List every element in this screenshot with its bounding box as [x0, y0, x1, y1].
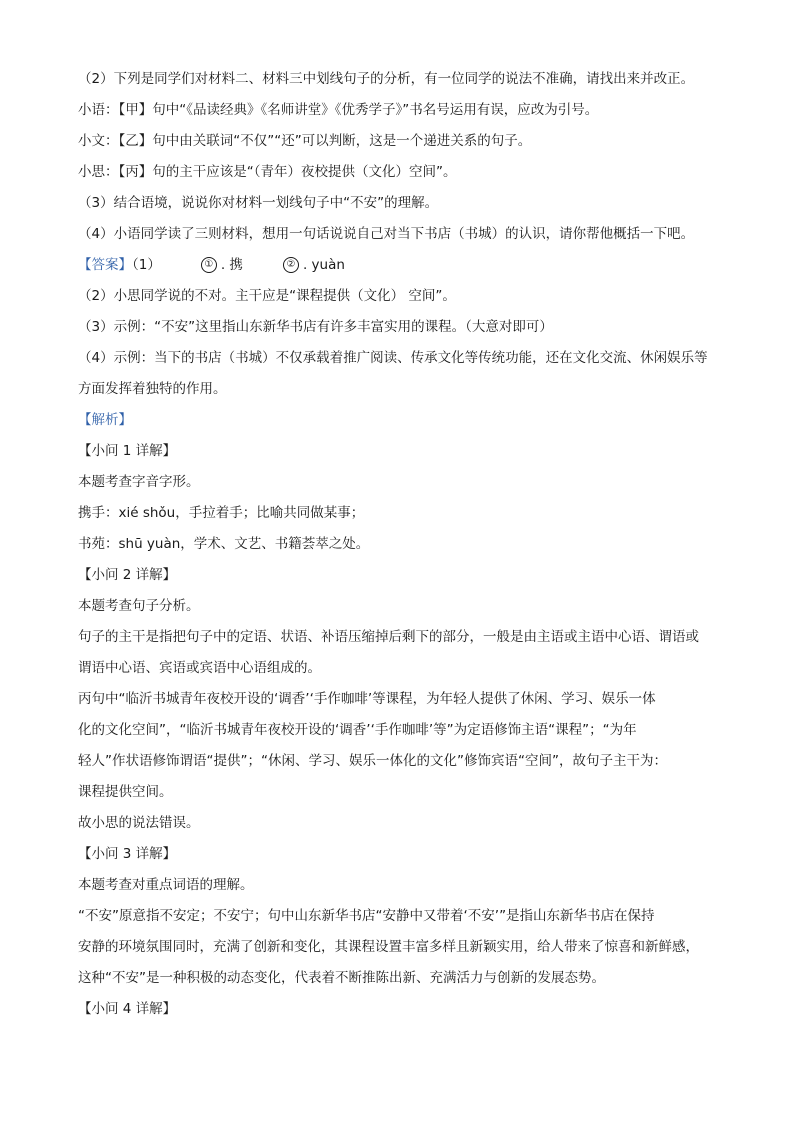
- sub-question-2-title: 【小问 2 详解】: [78, 567, 177, 583]
- sub-question-4-title: 【小问 4 详解】: [78, 1001, 177, 1017]
- question-2: （2）下列是同学们对材料二、材料三中划线句子的分析，有一位同学的说法不准确，请找出来并改正。: [78, 71, 695, 87]
- analysis-3-line-2: “不安”原意指不安定；不安宁；句中山东新华书店“安静中又带着‘不安’”是指山东新华书店在保持: [78, 908, 655, 924]
- analysis-2-line-3: 谓语中心语、宾语或宾语中心语组成的。: [78, 660, 321, 676]
- analysis-2-line-2: 句子的主干是指把句子中的定语、状语、补语压缩掉后剩下的部分，一般是由主语或主语中心语、谓语或: [78, 629, 699, 645]
- answer-1b: . yuàn: [302, 257, 345, 273]
- analysis-2-line-8: 故小思的说法错误。: [78, 815, 200, 831]
- xiaowen-statement: 小文：【乙】句中由关联词“不仅”“还”可以判断，这是一个递进关系的句子。: [78, 133, 532, 149]
- answer-4-line-2: 方面发挥着独特的作用。: [78, 381, 227, 397]
- answer-1a: . 携: [220, 257, 243, 273]
- circled-one-icon: ①: [201, 257, 217, 273]
- analysis-2-line-6: 轻人”作状语修饰谓语“提供”；“休闲、学习、娱乐一体化的文化”修饰宾语“空间”，故句子主干为：: [78, 753, 667, 769]
- circled-two-icon: ②: [283, 257, 299, 273]
- analysis-3-line-3: 安静的环境氛围同时，充满了创新和变化，其课程设置丰富多样且新颖实用，给人带来了惊喜和新鲜感，: [78, 939, 699, 955]
- analysis-1-line-1: 本题考查字音字形。: [78, 474, 200, 490]
- sub-question-1-title: 【小问 1 详解】: [78, 443, 177, 459]
- analysis-3-line-1: 本题考查对重点词语的理解。: [78, 877, 254, 893]
- answer-label: 【答案】: [78, 257, 132, 273]
- analysis-2-line-4: 丙句中“临沂书城青年夜校开设的‘调香’‘手作咖啡’等课程，为年轻人提供了休闲、学习、娱乐一体: [78, 691, 656, 707]
- xiaosi-statement: 小思：【丙】句的主干应该是“（青年）夜校提供（文化）空间”。: [78, 164, 457, 180]
- answer-3: （3）示例：“不安”这里指山东新华书店有许多丰富实用的课程。（大意对即可）: [78, 319, 553, 335]
- analysis-label: 【解析】: [78, 412, 132, 428]
- analysis-2-line-5: 化的文化空间”，“临沂书城青年夜校开设的‘调香’‘手作咖啡’等”为定语修饰主语“课程”；“为年: [78, 722, 637, 738]
- xiaoyu-statement: 小语：【甲】句中“《品读经典》《名师讲堂》《优秀学子》”书名号运用有误，应改为引号。: [78, 102, 599, 118]
- analysis-1-line-3: 书苑：shū yuàn，学术、文艺、书籍荟萃之处。: [78, 536, 370, 552]
- question-4: （4）小语同学读了三则材料，想用一句话说说自己对当下书店（书城）的认识，请你帮他概括一下吧。: [78, 226, 695, 242]
- answer-2: （2）小思同学说的不对。主干应是“课程提供（文化） 空间”。: [78, 288, 456, 304]
- analysis-2-line-7: 课程提供空间。: [78, 784, 173, 800]
- answer-line-1: [78, 250, 728, 281]
- analysis-1-line-2: 携手：xié shǒu，手拉着手；比喻共同做某事；: [78, 505, 365, 521]
- sub-question-3-title: 【小问 3 详解】: [78, 846, 177, 862]
- document-body: [78, 64, 728, 1025]
- question-3: （3）结合语境，说说你对材料一划线句子中“不安”的理解。: [78, 195, 439, 211]
- answer-1-prefix: （1）: [132, 257, 161, 273]
- answer-4-line-1: （4）示例：当下的书店（书城）不仅承载着推广阅读、传承文化等传统功能，还在文化交流、休闲娱乐等: [78, 350, 708, 366]
- analysis-3-line-4: 这种“不安”是一种积极的动态变化，代表着不断推陈出新、充满活力与创新的发展态势。: [78, 970, 605, 986]
- analysis-2-line-1: 本题考查句子分析。: [78, 598, 200, 614]
